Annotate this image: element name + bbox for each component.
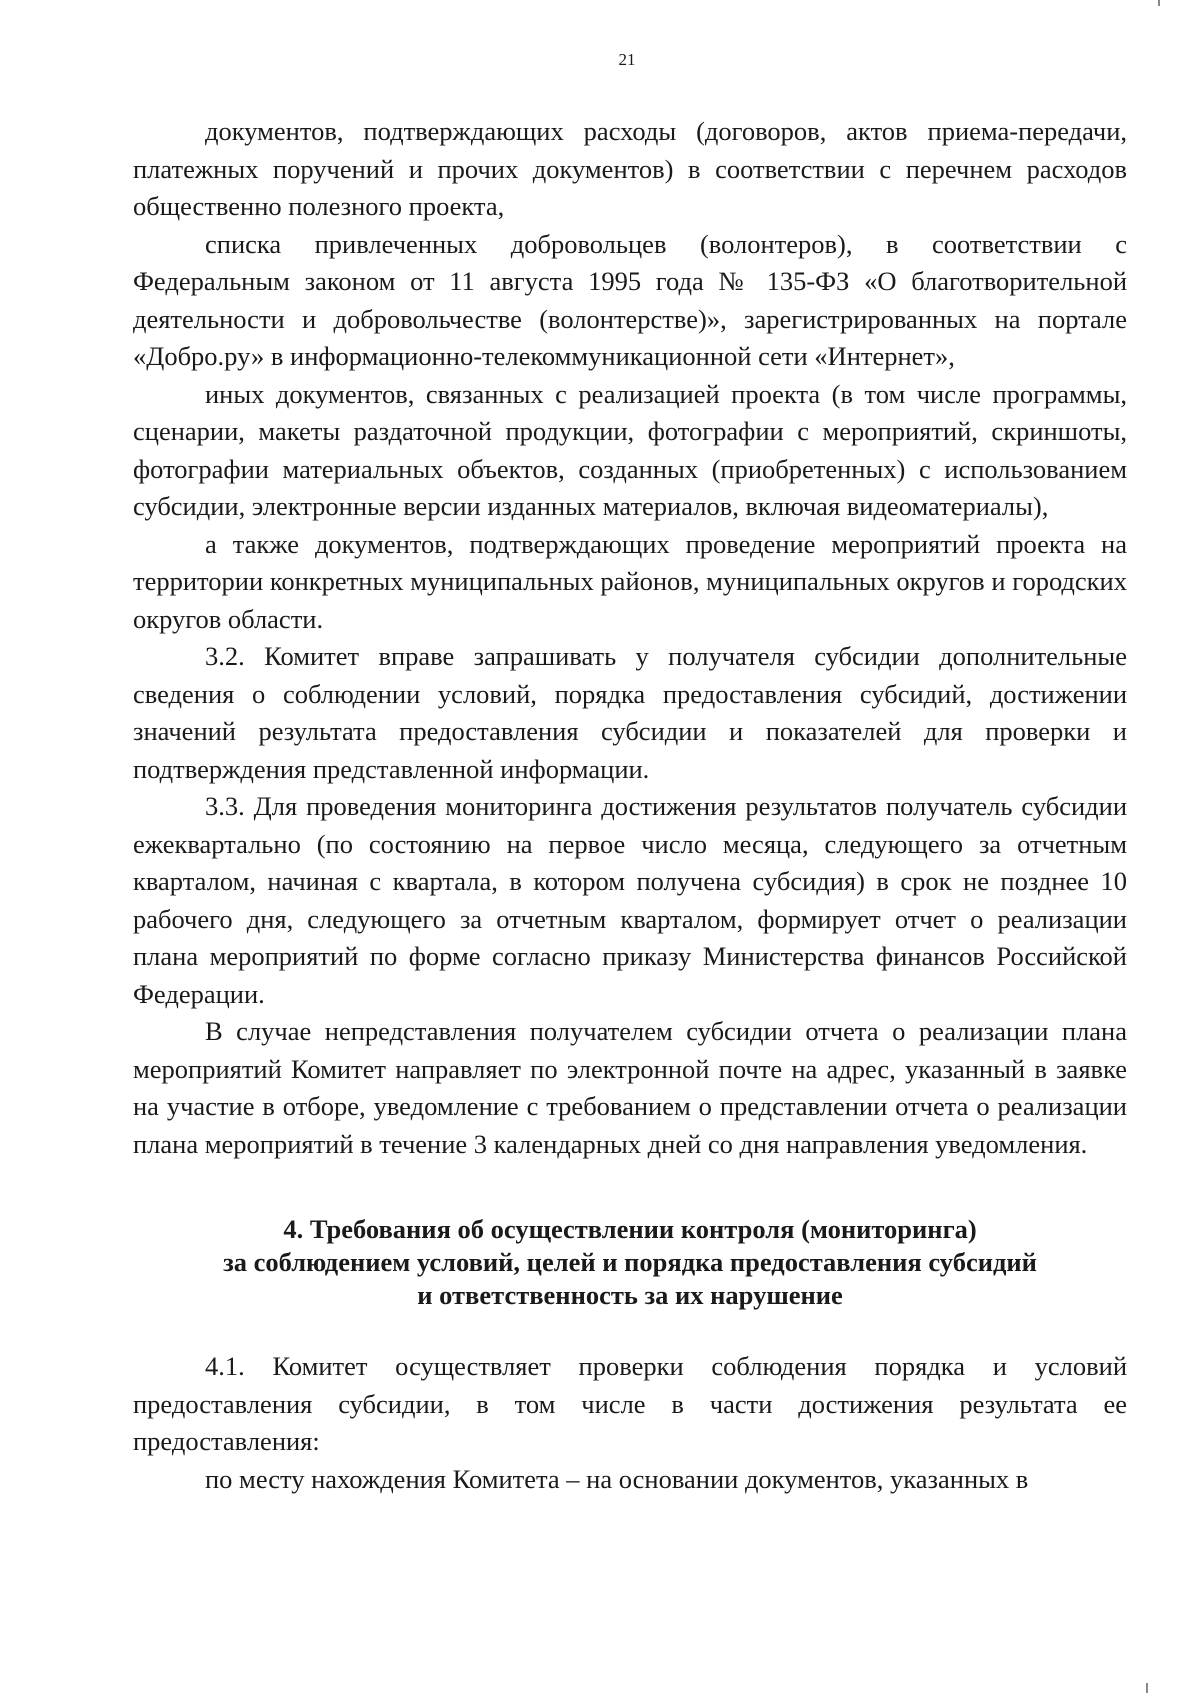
paragraph-3-3: 3.3. Для проведения мониторинга достижения результатов получатель субсидии ежеквартально (по состоянию на первое число месяца, следующего за отчетным кварталом, начиная с квартала, в котором получена субсидия) в срок не позднее 10 рабочего дня, следующего за отчетным кварталом, формирует отчет о реализации плана мероприятий по форме согласно приказу Министерства финансов Российской Федерации. — [133, 791, 1127, 1009]
section-4-heading — [133, 1213, 1127, 1312]
scan-mark-bottom-right — [1146, 1683, 1148, 1693]
paragraph-3-2: 3.2. Комитет вправе запрашивать у получателя субсидии дополнительные сведения о соблюдении условий, порядка предоставления субсидий, достижении значений результата предоставления субсидии и показателей для проверки и подтверждения представленной информации. — [133, 641, 1127, 784]
section-4-heading-line-2: за соблюдением условий, целей и порядка предоставления субсидий — [223, 1247, 1037, 1277]
section-4-heading-line-1: 4. Требования об осуществлении контроля (мониторинга) — [283, 1214, 977, 1244]
paragraph-non-submission: В случае непредставления получателем субсидии отчета о реализации плана мероприятий Комитет направляет по электронной почте на адрес, указанный в заявке на участие в отборе, уведомление с требованием о представлении отчета о реализации плана мероприятий в течение 3 календарных дней со дня направления уведомления. — [133, 1016, 1127, 1159]
paragraph-4-1: 4.1. Комитет осуществляет проверки соблюдения порядка и условий предоставления субсидии, в том числе в части достижения результата ее предоставления: — [133, 1351, 1127, 1456]
paragraph-expense-documents: документов, подтверждающих расходы (договоров, актов приема-передачи, платежных поручений и прочих документов) в соответствии с перечнем расходов общественно полезного проекта, — [133, 116, 1127, 221]
paragraph-inspection-location: по месту нахождения Комитета – на основании документов, указанных в — [205, 1463, 1029, 1494]
page-number: 21 — [618, 50, 636, 69]
document-body — [133, 113, 1127, 1498]
paragraph-other-documents: иных документов, связанных с реализацией проекта (в том числе программы, сценарии, макеты раздаточной продукции, фотографии с мероприятий, скриншоты, фотографии материальных объектов, созданных (приобретенных) с использованием субсидии, электронные версии изданных материалов, включая видеоматериалы), — [133, 378, 1127, 521]
paragraph-volunteers-list: списка привлеченных добровольцев (волонтеров), в соответствии с Федеральным законом от 11 августа 1995 года № 135-ФЗ «О благотворительной деятельности и добровольчестве (волонтерстве)», зарегистрированных на портале «Добро.ру» в информационно-телекоммуникационной сети «Интернет», — [133, 228, 1127, 371]
paragraph-event-confirmation: а также документов, подтверждающих проведение мероприятий проекта на территории конкретных муниципальных районов, муниципальных округов и городских округов области. — [133, 528, 1127, 634]
scan-mark-top-right — [1158, 0, 1160, 6]
section-4-heading-line-3: и ответственность за их нарушение — [417, 1280, 843, 1310]
